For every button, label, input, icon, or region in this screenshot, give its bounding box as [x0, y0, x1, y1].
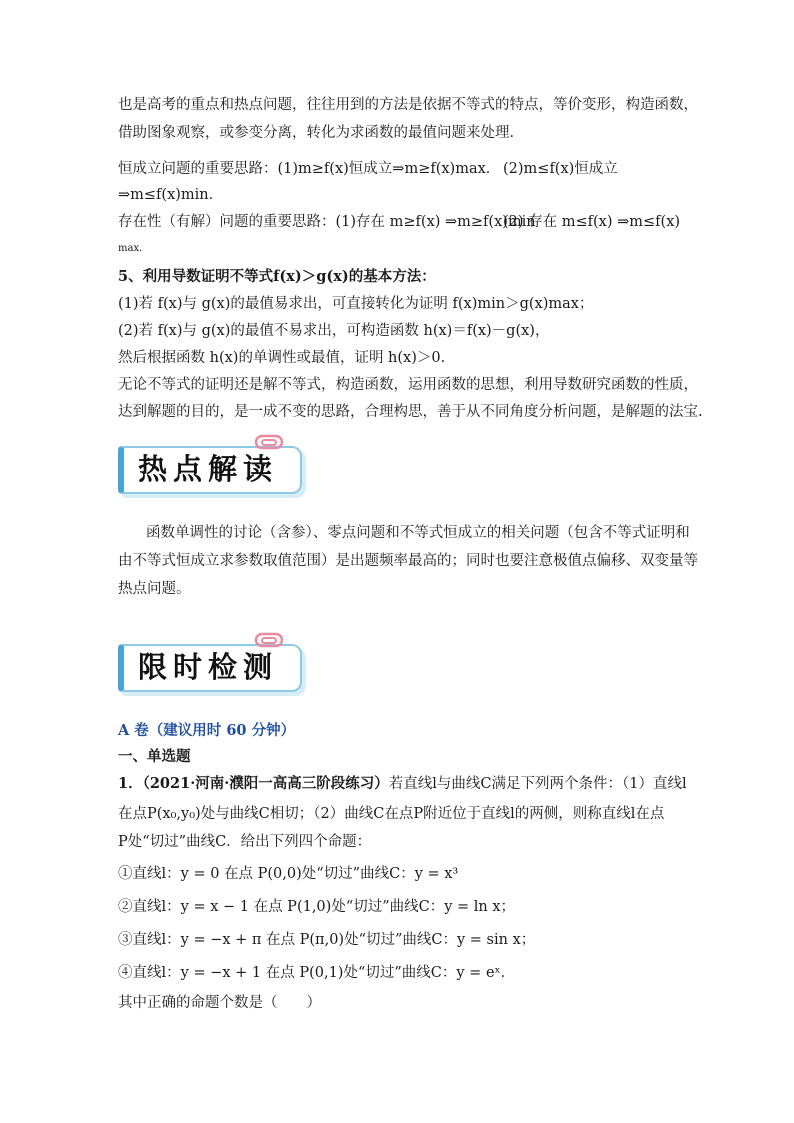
ideas-line-3b: (2) 存在 m≤f(x) ⇒m≤f(x)	[503, 214, 681, 230]
hotspot-para-1: 函数单调性的讨论（含参）、零点问题和不等式恒成立的相关问题（包含不等式证明和	[146, 525, 690, 541]
section5-item-3: 然后根据函数 h(x)的单调性或最值，证明 h(x)＞0.	[118, 350, 446, 366]
option-3: ③直线l：y = −x + π 在点 P(π,0)处“切过”曲线C：y = sin x；	[118, 932, 536, 948]
option-2: ②直线l：y = x − 1 在点 P(1,0)处“切过”曲线C：y = ln x；	[118, 899, 516, 915]
question-1-line-1	[118, 773, 687, 795]
question-source: （2021·河南·濮阳一高高三阶段练习）	[142, 775, 389, 792]
ideas-line-1: 恒成立问题的重要思路：(1)m≥f(x)恒成立⇒m≥f(x)max．	[118, 161, 501, 177]
hotspot-para-2: 由不等式恒成立求参数取值范围）是出题频率最高的；同时也要注意极值点偏移、双变量等	[118, 553, 698, 569]
ideas-line-2: ⇒m≤f(x)min．	[118, 187, 224, 203]
hotspot-para-3: 热点问题。	[118, 581, 191, 597]
section5-heading: 5、利用导数证明不等式f(x)＞g(x)的基本方法：	[118, 268, 436, 285]
hotspot-banner-title: 热点解读	[138, 452, 279, 486]
option-4: ④直线l：y = −x + 1 在点 P(0,1)处“切过”曲线C：y = eˣ．	[118, 965, 516, 981]
ideas-line-4: max．	[118, 243, 150, 254]
question-1-line-2: 在点P(x₀,y₀)处与曲线C相切；（2）曲线C在点P附近位于直线l的两侧，则称直线l在点	[118, 806, 665, 822]
question-number: 1．	[118, 775, 143, 792]
section5-item-2: (2)若 f(x)与 g(x)的最值不易求出，可构造函数 h(x)＝f(x)－g(x)，	[118, 323, 550, 339]
test-banner	[118, 632, 302, 696]
section5-summary-1: 无论不等式的证明还是解不等式，构造函数，运用函数的思想，利用导数研究函数的性质，	[118, 377, 698, 393]
question-prompt: 其中正确的命题个数是（ ）	[118, 995, 321, 1011]
intro-line-2: 借助图象观察，或参变分离，转化为求函数的最值问题来处理．	[118, 125, 524, 141]
intro-line-1: 也是高考的重点和热点问题，往往用到的方法是依据不等式的特点，等价变形，构造函数，	[118, 97, 698, 113]
option-1: ①直线l：y = 0 在点 P(0,0)处“切过”曲线C：y = x³	[118, 866, 459, 882]
question-1-line-3: P处“切过”曲线C．给出下列四个命题：	[118, 834, 372, 850]
section5-item-1: (1)若 f(x)与 g(x)的最值易求出，可直接转化为证明 f(x)min＞g(x)max；	[118, 296, 594, 312]
hotspot-banner	[118, 434, 302, 498]
volume-label: A 卷（建议用时 60 分钟）	[118, 722, 296, 739]
test-banner-title: 限时检测	[138, 650, 279, 684]
question-1-text: 若直线l与曲线C满足下列两个条件：（1）直线l	[388, 776, 687, 792]
ideas-line-1b: (2)m≤f(x)恒成立	[503, 161, 618, 177]
ideas-line-3: 存在性（有解）问题的重要思路：(1)存在 m≥f(x) ⇒m≥f(x)min	[118, 214, 536, 230]
section-label: 一、单选题	[118, 748, 191, 765]
section5-summary-2: 达到解题的目的，是一成不变的思路，合理构思，善于从不同角度分析问题，是解题的法宝.	[118, 404, 703, 420]
